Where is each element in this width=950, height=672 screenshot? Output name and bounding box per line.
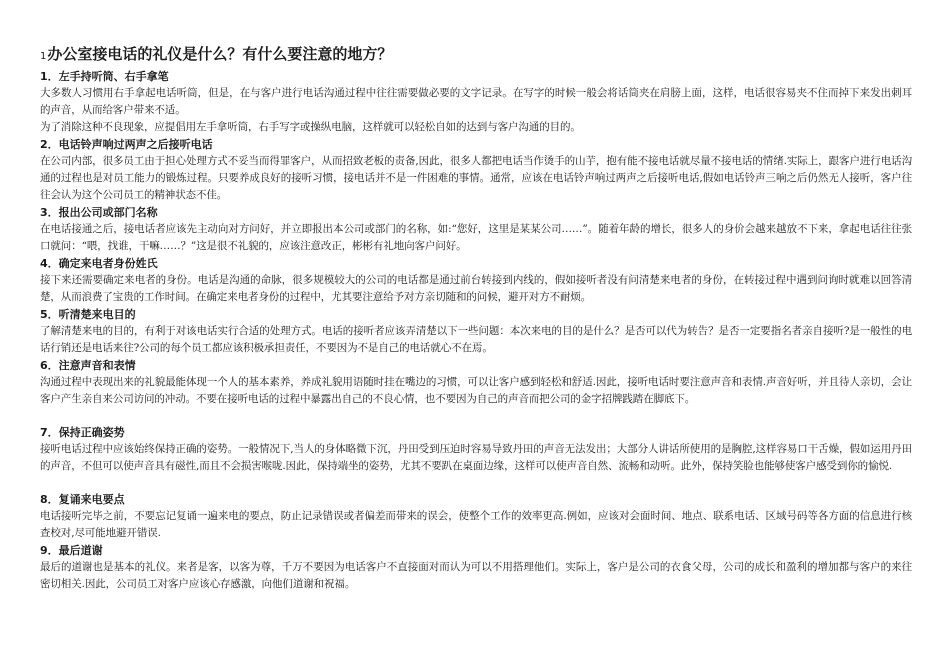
section-7-paragraph: 接听电话过程中应该始终保持正确的姿势。一般情况下,当人的身体略微下沉，丹田受到压迫时容易导致丹田的声音无法发出；大部分人讲话所使用的是胸腔,这样容易口干舌燥，假如运用丹田的声音，不但可以使声音具有磁性,而且不会损害喉咙.因此，保持端坐的姿势，尤其不要趴在桌面边缘，这样可以使声音自然、流畅和动听。此外，保持笑脸也能够使客户感受到你的愉悦. — [40, 443, 912, 472]
spacer — [40, 475, 912, 491]
section-9-heading: 9．最后道谢 — [40, 544, 103, 557]
section-5-heading: 5．听清楚来电目的 — [40, 308, 136, 321]
section-1-paragraph-1: 大多数人习惯用右手拿起电话听筒，但是，在与客户进行电话沟通过程中往往需要做必要的文字记录。在写字的时候一般会将话筒夹在肩膀上面，这样，电话很容易夹不住而掉下来发出刺耳的声音，从而给客户带来不适。 — [40, 87, 912, 116]
section-8-paragraph: 电话接听完毕之前，不要忘记复诵一遍来电的要点，防止记录错误或者偏差而带来的误会，使整个工作的效率更高.例如，应该对会面时间、地点、联系电话、区域号码等各方面的信息进行核查校对,尽可能地避开错误. — [40, 510, 912, 539]
section-3-heading: 3．报出公司或部门名称 — [40, 206, 158, 219]
title-text: 办公室接电话的礼仪是什么？有什么要注意的地方？ — [47, 45, 393, 63]
section-7-heading: 7．保持正确姿势 — [40, 426, 125, 439]
section-4-heading: 4．确定来电者身份姓氏 — [40, 257, 158, 270]
section-8-heading: 8．复诵来电要点 — [40, 493, 125, 506]
document-title — [40, 44, 912, 67]
section-6-heading: 6．注意声音和表情 — [40, 359, 136, 372]
section-1-paragraph-2: 为了消除这种不良现象，应提倡用左手拿听筒，右手写字或操纵电脑，这样就可以轻松自如的达到与客户沟通的目的。 — [40, 121, 581, 133]
section-2-heading: 2．电话铃声响过两声之后接听电话 — [40, 138, 213, 151]
spacer — [40, 408, 912, 424]
section-2-paragraph: 在公司内部，很多员工由于担心处理方式不妥当而得罪客户，从而招致老板的责备,因此，很多人都把电话当作烫手的山芋，抱有能不接电话就尽量不接电话的情绪.实际上，跟客户进行电话沟通的过程也是对员工能力的锻炼过程。只要养成良好的接听习惯，接电话并不是一件困难的事情。通常，应该在电话铃声响过两声之后接听电话,假如电话铃声三响之后仍然无人接听，客户往往会认为这个公司员工的精神状态不佳。 — [40, 155, 912, 201]
section-3-paragraph: 在电话接通之后，接电话者应该先主动向对方问好，并立即报出本公司或部门的名称，如:“您好，这里是某某公司……”。随着年龄的增长，很多人的身价会越来越放不下来，拿起电话往往张口就问：“喂，找谁，干嘛……？”这是很不礼貌的，应该注意改正，彬彬有礼地向客户问好。 — [40, 223, 912, 252]
section-1-heading: 1．左手持听筒、右手拿笔 — [40, 70, 169, 83]
section-4-paragraph: 接下来还需要确定来电者的身份。电话是沟通的命脉，很多规模较大的公司的电话都是通过前台转接到内线的，假如接听者没有问清楚来电者的身份，在转接过程中遇到问询时就难以回答清楚，从而浪费了宝贵的工作时间。在确定来电者身份的过程中，尤其要注意给予对方亲切随和的问候，避开对方不耐烦。 — [40, 274, 912, 303]
document-page — [40, 44, 912, 593]
section-9-paragraph: 最后的道谢也是基本的礼仪。来者是客，以客为尊，千万不要因为电话客户不直接面对而认为可以不用搭理他们。实际上，客户是公司的衣食父母，公司的成长和盈利的增加都与客户的来往密切相关.因此，公司员工对客户应该心存感激，向他们道谢和祝福。 — [40, 561, 912, 590]
section-5-paragraph: 了解清楚来电的目的，有利于对该电话实行合适的处理方式。电话的接听者应该弄清楚以下一些问题：本次来电的目的是什么？是否可以代为转告？是否一定要指名者亲自接听?是一般性的电话行销还是电话来往?公司的每个员工都应该积极承担责任，不要因为不是自己的电话就心不在焉。 — [40, 325, 912, 354]
title-number: 1 — [40, 51, 47, 62]
section-6-paragraph: 沟通过程中表现出来的礼貌最能体现一个人的基本素养，养成礼貌用语随时挂在嘴边的习惯，可以让客户感到轻松和舒适.因此，接听电话时要注意声音和表情.声音好听，并且待人亲切，会让客户产生亲自来公司访问的冲动。不要在接听电话的过程中暴露出自己的不良心情，也不要因为自己的声音而把公司的金字招牌践踏在脚底下。 — [40, 376, 912, 405]
